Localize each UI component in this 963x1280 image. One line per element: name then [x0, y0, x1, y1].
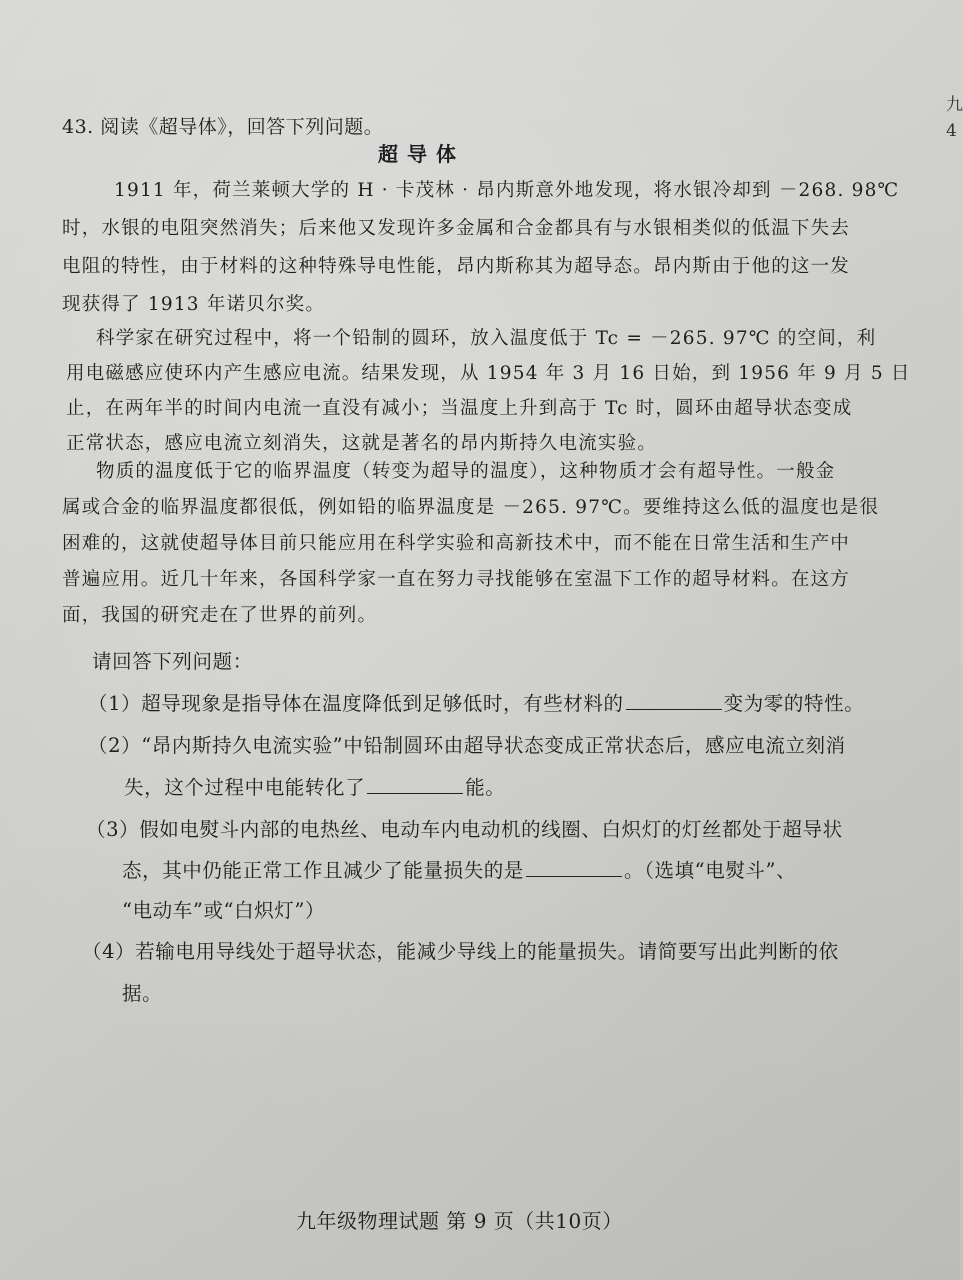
- article-line: 属或合金的临界温度都很低，例如铅的临界温度是 －265. 97℃。要维持这么低的温度也是很: [62, 497, 880, 518]
- article-line: 困难的，这就使超导体目前只能应用在科学实验和高新技术中，而不能在日常生活和生产中: [62, 533, 851, 554]
- article-line: 时，水银的电阻突然消失；后来他又发现许多金属和合金都具有与水银相类似的低温下失去: [62, 218, 851, 239]
- question-3-line-3: “电动车”或“白炽灯”）: [122, 899, 326, 922]
- question-3-text: 态，其中仍能正常工作且减少了能量损失的是: [122, 859, 525, 882]
- edge-char: 九: [946, 95, 963, 115]
- question-1-text: （1）超导现象是指导体在温度降低到足够低时，有些材料的: [88, 692, 624, 715]
- question-3-text-end: 。（选填“电熨斗”、: [624, 859, 797, 882]
- question-3-line-1: （3）假如电熨斗内部的电热丝、电动车内电动机的线圈、白炽灯的灯丝都处于超导状: [86, 818, 843, 841]
- article-line: 1911 年，荷兰莱顿大学的 H · 卡茂林 · 昂内斯意外地发现，将水银冷却到 －268. 98℃: [114, 180, 900, 201]
- article-line: 止，在两年半的时间内电流一直没有减小；当温度上升到高于 Tc 时，圆环由超导状态变成: [66, 398, 853, 419]
- article-line: 现获得了 1913 年诺贝尔奖。: [62, 294, 326, 315]
- question-1: [88, 688, 864, 716]
- question-header: 43. 阅读《超导体》，回答下列问题。: [62, 116, 384, 138]
- answer-blank-1[interactable]: [626, 708, 722, 710]
- page-footer: 九年级物理试题 第 9 页（共10页）: [296, 1209, 623, 1233]
- answer-prompt: 请回答下列问题：: [92, 650, 253, 673]
- question-2-text-end: 能。: [465, 776, 506, 799]
- article-line: 电阻的特性，由于材料的这种特殊导电性能，昂内斯称其为超导态。昂内斯由于他的这一发: [62, 256, 851, 277]
- article-line: 面，我国的研究走在了世界的前列。: [62, 605, 378, 626]
- article-line: 正常状态，感应电流立刻消失，这就是著名的昂内斯持久电流实验。: [66, 433, 658, 454]
- article-title: 超导体: [378, 142, 465, 166]
- answer-blank-3[interactable]: [526, 875, 622, 877]
- edge-char: 4: [946, 121, 957, 141]
- article-line: 普遍应用。近几十年来，各国科学家一直在努力寻找能够在室温下工作的超导材料。在这方: [62, 569, 851, 590]
- article-line: 物质的温度低于它的临界温度（转变为超导的温度），这种物质才会有超导性。一般金: [96, 461, 836, 482]
- question-2-line-2: [124, 772, 505, 800]
- answer-blank-2[interactable]: [367, 792, 463, 794]
- article-line: 科学家在研究过程中，将一个铅制的圆环，放入温度低于 Tc = －265. 97℃ 的空间，利: [96, 328, 877, 349]
- question-3-line-2: [122, 855, 796, 883]
- question-4-line-1: （4）若输电用导线处于超导状态，能减少导线上的能量损失。请简要写出此判断的依: [82, 940, 839, 963]
- question-2-line-1: （2）“昂内斯持久电流实验”中铅制圆环由超导状态变成正常状态后，感应电流立刻消: [88, 734, 846, 757]
- question-1-text-end: 变为零的特性。: [723, 692, 865, 715]
- article-line: 用电磁感应使环内产生感应电流。结果发现，从 1954 年 3 月 16 日始，到 1956 年 9 月 5 日: [66, 363, 911, 384]
- question-2-text: 失，这个过程中电能转化了: [124, 776, 366, 799]
- adjacent-page-edge: [946, 92, 963, 144]
- question-4-line-2: 据。: [122, 982, 163, 1005]
